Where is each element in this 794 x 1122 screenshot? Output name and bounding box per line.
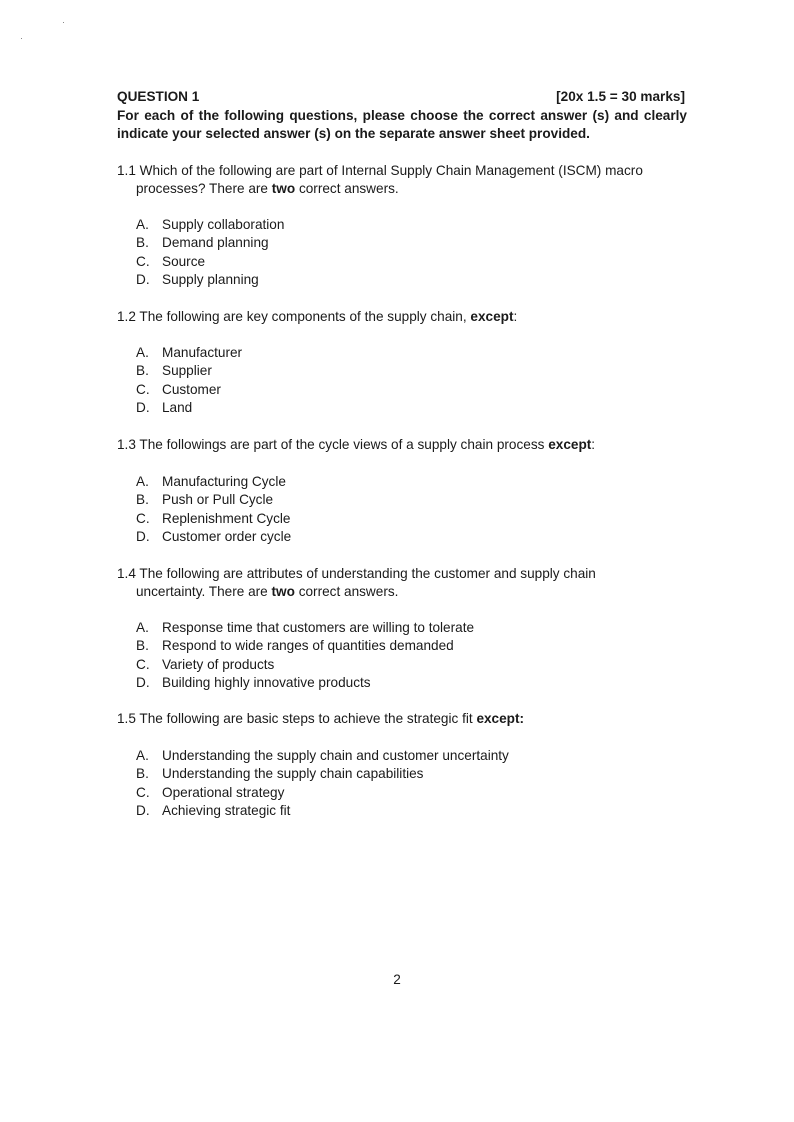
question-text: 1.4 The following are attributes of understanding the customer and supply chain: [117, 566, 596, 581]
emphasis: two: [271, 181, 296, 197]
emphasis: except: [548, 437, 592, 452]
option-c: [136, 656, 474, 674]
option-letter: C.: [136, 253, 150, 269]
option-text: Demand planning: [162, 235, 269, 251]
option-text: Operational strategy: [162, 784, 285, 800]
option-b: [136, 362, 242, 380]
text: :: [513, 309, 518, 324]
option-letter: B.: [136, 363, 149, 379]
option-c: [136, 381, 242, 399]
option-d: [136, 271, 284, 289]
option-text: Customer order cycle: [162, 529, 292, 545]
option-letter: A.: [136, 217, 149, 232]
question-1-4: [117, 565, 687, 602]
options-1-3: [136, 473, 291, 547]
scan-speck: [21, 38, 22, 39]
option-letter: D.: [136, 675, 150, 691]
options-1-1: [136, 216, 284, 290]
option-text: Understanding the supply chain and customer uncertainty: [162, 748, 509, 763]
text: 1.5 The following are basic steps to achieve the strategic fit: [117, 711, 477, 726]
option-text: Land: [162, 400, 193, 416]
option-letter: C.: [136, 381, 150, 397]
question-1-5: [117, 710, 687, 728]
option-text: Customer: [162, 381, 221, 397]
option-letter: A.: [136, 474, 149, 489]
option-a: [136, 473, 291, 491]
option-text: Understanding the supply chain capabilities: [162, 766, 424, 782]
question-1-1: [117, 162, 687, 199]
option-text: Building highly innovative products: [162, 675, 371, 691]
option-a: [136, 619, 474, 637]
option-d: [136, 674, 474, 692]
option-a: [136, 216, 284, 234]
option-letter: D.: [136, 529, 150, 545]
option-letter: B.: [136, 235, 149, 251]
option-letter: D.: [136, 272, 150, 288]
option-letter: A.: [136, 345, 149, 360]
option-letter: D.: [136, 803, 150, 819]
option-letter: C.: [136, 784, 150, 800]
option-a: [136, 344, 242, 362]
options-1-2: [136, 344, 242, 418]
text: correct answers.: [294, 584, 399, 600]
text: 1.3 The followings are part of the cycle views of a supply chain process: [117, 437, 549, 452]
option-text: Variety of products: [162, 656, 275, 672]
option-text: Supply planning: [162, 272, 259, 288]
emphasis: two: [271, 584, 295, 600]
option-text: Source: [162, 253, 206, 269]
option-c: [136, 253, 284, 271]
text: uncertainty. There are: [136, 584, 272, 600]
option-letter: B.: [136, 766, 149, 782]
option-text: Respond to wide ranges of quantities demanded: [162, 638, 454, 654]
option-text: Manufacturing Cycle: [162, 474, 286, 489]
scan-speck: [63, 22, 64, 23]
question-1-3: [117, 436, 687, 454]
emphasis: except: [470, 309, 514, 324]
marks-label: [20x 1.5 = 30 marks]: [556, 89, 685, 104]
text: correct answers.: [295, 181, 399, 197]
option-letter: A.: [136, 748, 149, 763]
question-text: 1.1 Which of the following are part of Internal Supply Chain Management (ISCM) macro: [117, 163, 643, 178]
option-c: [136, 784, 509, 802]
text: processes? There are: [136, 181, 272, 197]
option-text: Supplier: [162, 363, 212, 379]
option-d: [136, 802, 509, 820]
option-d: [136, 399, 242, 417]
question-header: [117, 88, 685, 106]
option-text: Manufacturer: [162, 345, 243, 360]
option-b: [136, 234, 284, 252]
option-text: Replenishment Cycle: [162, 510, 291, 526]
text: :: [591, 437, 596, 452]
page-number: 2: [393, 972, 401, 987]
option-b: [136, 491, 291, 509]
option-letter: B.: [136, 492, 149, 508]
option-letter: C.: [136, 656, 150, 672]
option-text: Response time that customers are willing to tolerate: [162, 620, 475, 635]
option-d: [136, 528, 291, 546]
option-b: [136, 637, 474, 655]
option-letter: B.: [136, 638, 149, 654]
question-text-cont: [117, 583, 687, 601]
option-letter: C.: [136, 510, 150, 526]
instructions: For each of the following questions, please choose the correct answer (s) and clearly indicate your selected answer (s) on the separate answer sheet provided.: [117, 108, 687, 142]
option-a: [136, 747, 509, 765]
option-text: Achieving strategic fit: [162, 803, 291, 819]
text: 1.2 The following are key components of the supply chain,: [117, 309, 471, 324]
option-letter: A.: [136, 620, 149, 635]
option-b: [136, 765, 509, 783]
question-title: QUESTION 1: [117, 89, 200, 104]
options-1-5: [136, 747, 509, 821]
question-1-2: [117, 308, 687, 326]
option-text: Supply collaboration: [162, 217, 285, 232]
question-text-cont: [117, 180, 687, 198]
option-letter: D.: [136, 400, 150, 416]
option-text: Push or Pull Cycle: [162, 492, 274, 508]
emphasis: except:: [476, 711, 525, 726]
options-1-4: [136, 619, 474, 693]
option-c: [136, 510, 291, 528]
